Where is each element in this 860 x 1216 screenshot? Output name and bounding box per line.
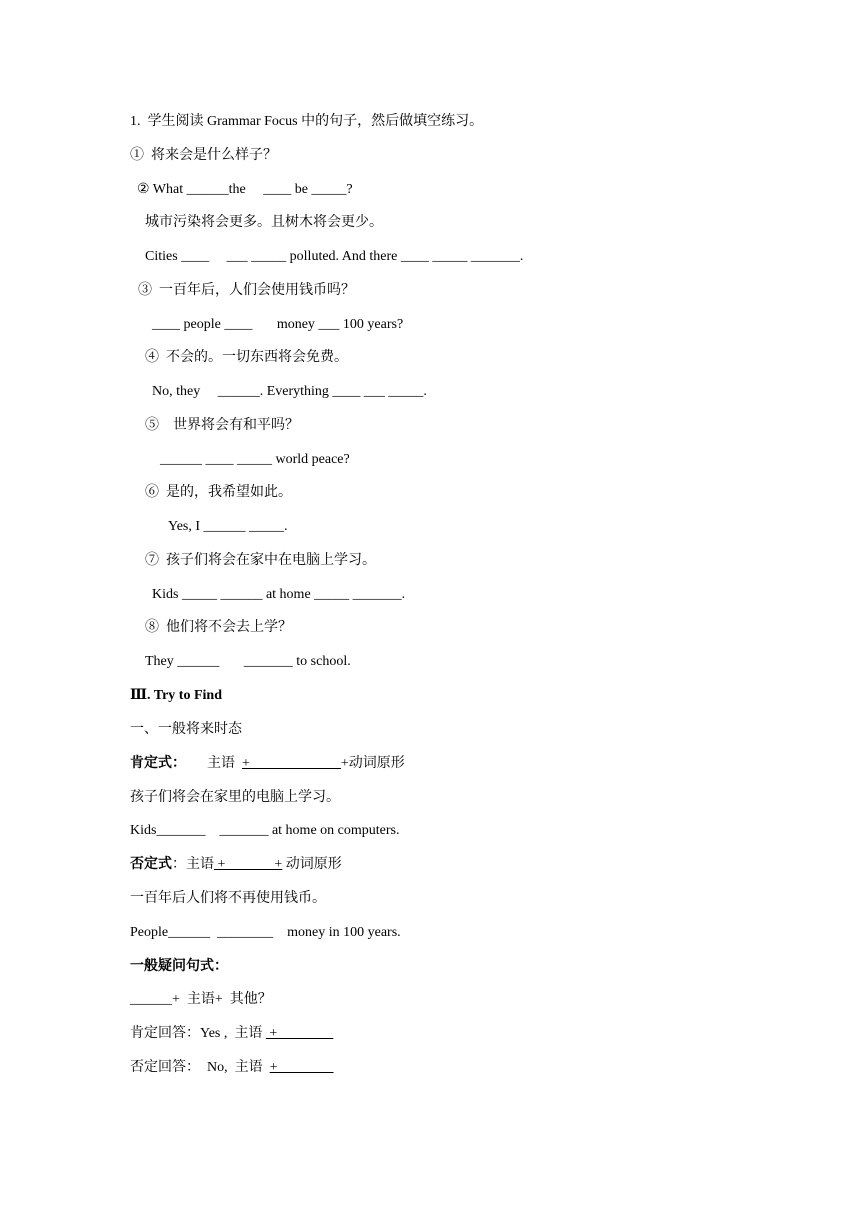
sentence-7-english: Kids _____ ______ at home _____ _______. bbox=[152, 587, 406, 602]
negative-form-label: 否定式 bbox=[130, 857, 172, 872]
affirmative-example-english: Kids_______ _______ at home on computers. bbox=[130, 823, 400, 838]
sentence-8-chinese: ⑧ 他们将不会去上学？ bbox=[145, 620, 292, 635]
negative-answer-blank: + bbox=[269, 1060, 334, 1075]
negative-form-row: 否定式：主语 + + 动词原形 bbox=[130, 857, 342, 872]
question-1-english: ② What ______the ____ be _____? bbox=[137, 182, 353, 197]
subsection-heading: 一、一般将来时态 bbox=[130, 722, 242, 737]
question-1-chinese: ① 将来会是什么样子？ bbox=[130, 148, 277, 163]
section-heading: Ⅲ. Try to Find bbox=[130, 688, 222, 703]
affirmative-form-row bbox=[130, 754, 405, 774]
negative-example-english: People______ ________ money in 100 years. bbox=[130, 925, 401, 940]
positive-answer-blank: + bbox=[265, 1026, 334, 1041]
affirmative-form-blank: + bbox=[242, 756, 341, 771]
affirmative-form-subject: 主语 bbox=[207, 756, 242, 771]
question-2-english: ____ people ____ money ___ 100 years? bbox=[152, 317, 404, 332]
answer-3-chinese: ⑥ 是的，我希望如此。 bbox=[145, 485, 292, 500]
affirmative-form-tail: +动词原形 bbox=[340, 756, 405, 771]
question-form-label: 一般疑问句式： bbox=[130, 959, 228, 974]
question-3-chinese: ⑤ 世界将会有和平吗？ bbox=[145, 418, 299, 433]
answer-2-chinese: ④ 不会的。一切东西将会免费。 bbox=[145, 350, 348, 365]
answer-1-english: Cities ____ ___ _____ polluted. And there ____ _____ _______. bbox=[145, 249, 524, 264]
answer-2-english: No, they ______. Everything ____ ___ _____. bbox=[152, 384, 427, 399]
sentence-7-chinese: ⑦ 孩子们将会在家中在电脑上学习。 bbox=[145, 553, 376, 568]
affirmative-example-chinese: 孩子们将会在家里的电脑上学习。 bbox=[130, 790, 340, 805]
answer-1-chinese: 城市污染将会更多。且树木将会更少。 bbox=[145, 215, 383, 230]
positive-answer-row: 肯定回答：Yes , 主语 + bbox=[130, 1026, 334, 1041]
negative-answer-row: 否定回答： No, 主语 + bbox=[130, 1060, 334, 1075]
affirmative-form-label: 肯定式： bbox=[130, 756, 186, 771]
instruction-line: 1. 学生阅读 Grammar Focus 中的句子，然后做填空练习。 bbox=[130, 114, 484, 129]
negative-example-chinese: 一百年后人们将不再使用钱币。 bbox=[130, 891, 326, 906]
question-form-row: ______+ 主语+ 其他？ bbox=[130, 992, 272, 1007]
question-2-chinese: ③ 一百年后，人们会使用钱币吗？ bbox=[138, 283, 355, 298]
question-3-english: ______ ____ _____ world peace? bbox=[160, 452, 350, 467]
negative-form-blank: + + bbox=[214, 857, 283, 872]
answer-3-english: Yes, I ______ _____. bbox=[168, 519, 288, 534]
sentence-8-english: They ______ _______ to school. bbox=[145, 654, 351, 669]
